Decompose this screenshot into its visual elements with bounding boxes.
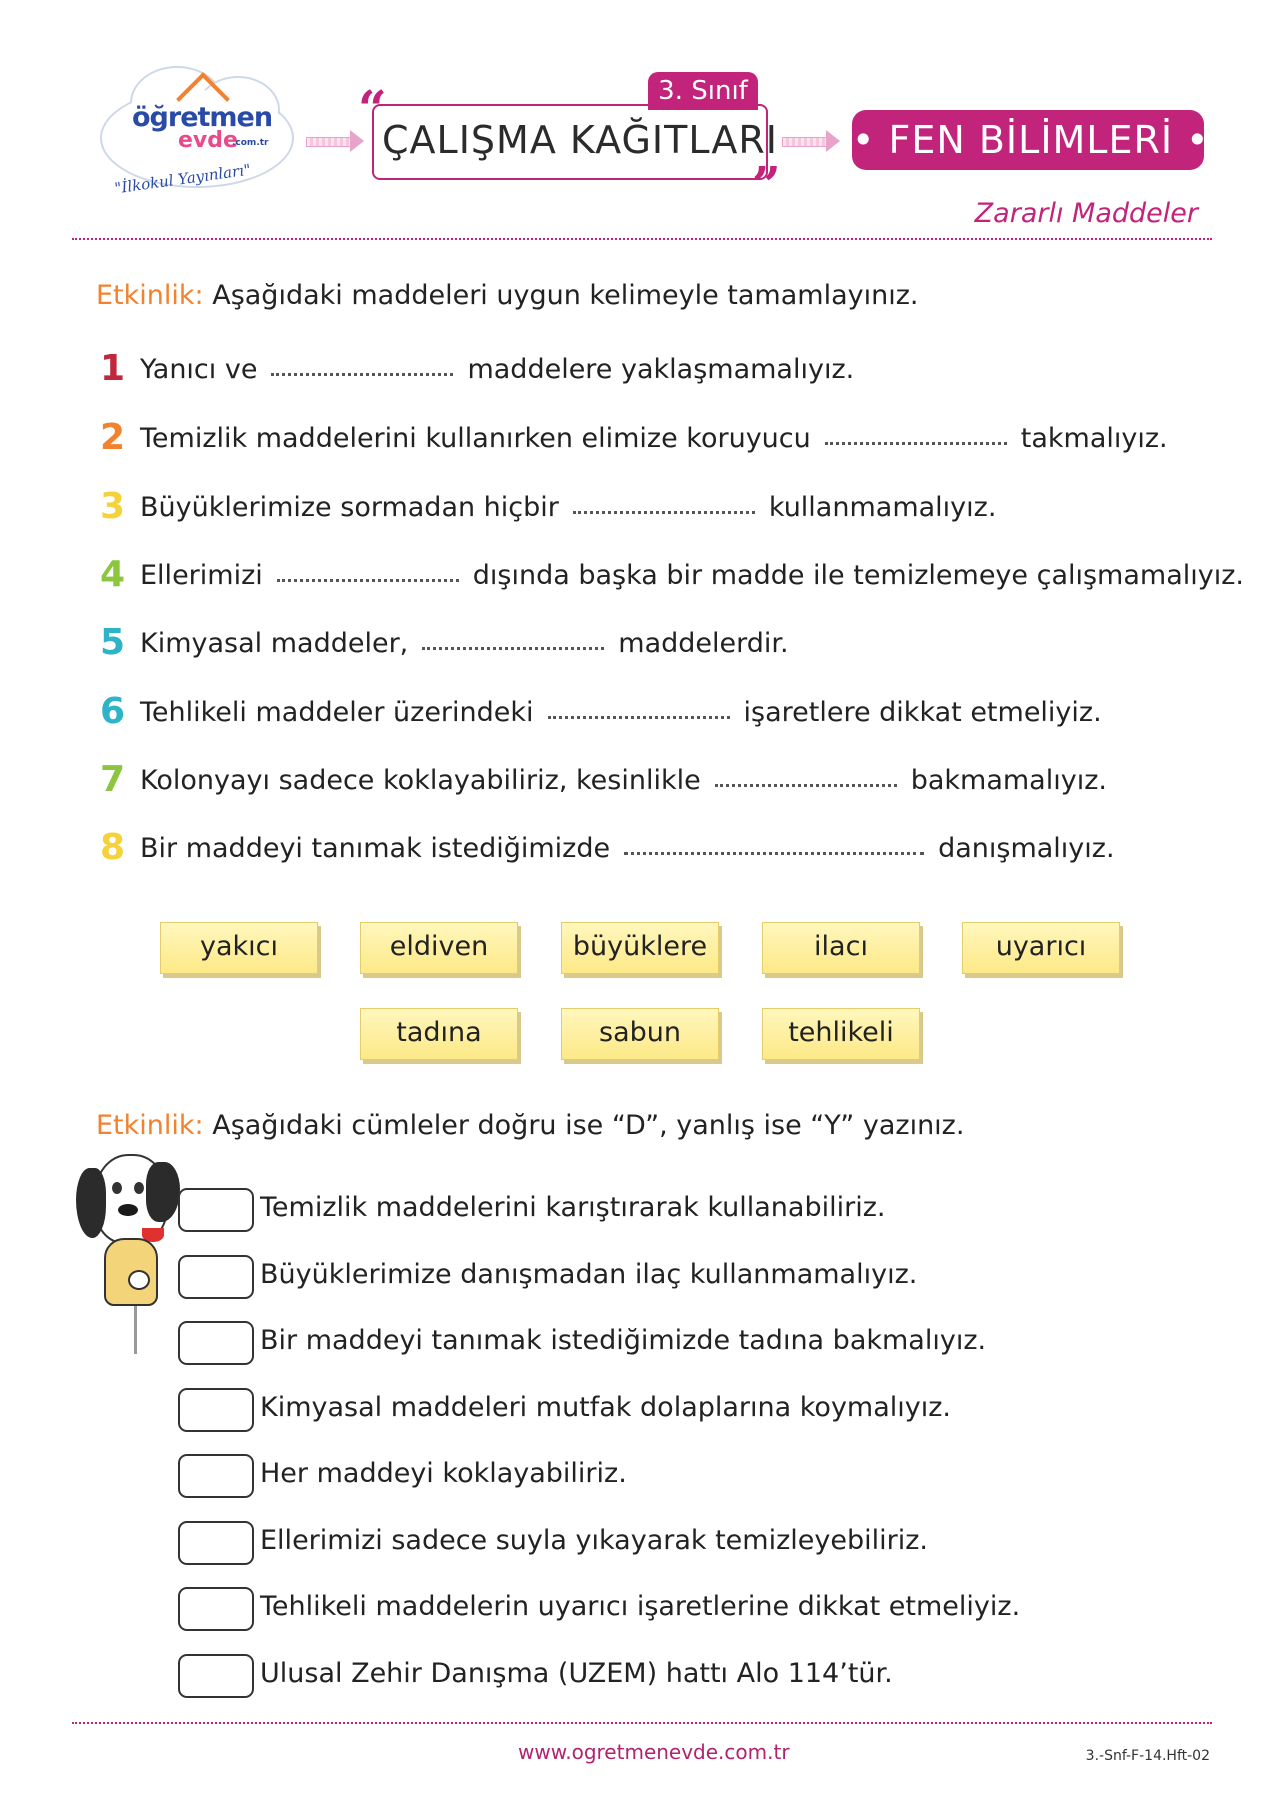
open-quote-icon: “: [358, 79, 387, 138]
logo-word-evde: evde: [178, 128, 238, 153]
page-title: ÇALIŞMA KAĞITLARI: [382, 118, 778, 162]
question-text-before: Bir maddeyi tanımak istediğimizde: [140, 833, 611, 864]
word-card[interactable]: sabun: [561, 1008, 719, 1060]
answer-box[interactable]: [178, 1587, 254, 1631]
grade-badge: 3. Sınıf: [648, 72, 758, 110]
question-row: [100, 622, 789, 663]
activity-1-heading: [96, 280, 918, 311]
statement-text: Ulusal Zehir Danışma (UZEM) hattı Alo 114’tür.: [260, 1658, 893, 1689]
question-row: [100, 827, 1115, 868]
question-number: 2: [100, 417, 126, 458]
question-number: 8: [100, 827, 126, 868]
word-card[interactable]: uyarıcı: [962, 922, 1120, 974]
publisher-logo: [100, 58, 300, 208]
question-text-after: işaretlere dikkat etmeliyiz.: [743, 697, 1102, 728]
activity-label: Etkinlik:: [96, 1110, 204, 1141]
question-row: [100, 759, 1107, 800]
activity-2-heading: [96, 1110, 964, 1141]
question-row: [100, 417, 1168, 458]
divider: [72, 238, 1212, 240]
question-number: 4: [100, 554, 126, 595]
answer-box[interactable]: [178, 1388, 254, 1432]
word-card[interactable]: tehlikeli: [762, 1008, 920, 1060]
answer-blank[interactable]: [825, 438, 1007, 445]
question-row: [100, 486, 996, 527]
question-text-before: Temizlik maddelerini kullanırken elimize koruyucu: [140, 423, 811, 454]
answer-blank[interactable]: [271, 369, 453, 376]
answer-box[interactable]: [178, 1255, 254, 1299]
question-text-after: bakmamalıyız.: [910, 765, 1107, 796]
answer-box[interactable]: [178, 1321, 254, 1365]
question-text-before: Ellerimizi: [140, 560, 263, 591]
question-text-before: Kolonyayı sadece koklayabiliriz, kesinlikle: [140, 765, 701, 796]
question-text-before: Yanıcı ve: [140, 354, 258, 385]
answer-blank[interactable]: [548, 712, 730, 719]
statement-text: Bir maddeyi tanımak istediğimizde tadına bakmalıyız.: [260, 1325, 987, 1356]
word-card[interactable]: büyüklere: [561, 922, 719, 974]
statement-text: Kimyasal maddeleri mutfak dolaplarına koymalıyız.: [260, 1392, 952, 1423]
statement-text: Ellerimizi sadece suyla yıkayarak temizleyebiliriz.: [260, 1525, 928, 1556]
statement-text: Büyüklerimize danışmadan ilaç kullanmamalıyız.: [260, 1259, 918, 1290]
close-quote-icon: ”: [752, 155, 781, 214]
question-number: 1: [100, 348, 126, 389]
logo-subtitle: "İlkokul Yayınları": [113, 160, 252, 198]
question-row: [100, 691, 1102, 732]
answer-blank[interactable]: [715, 780, 897, 787]
activity-instruction: Aşağıdaki maddeleri uygun kelimeyle tamamlayınız.: [203, 280, 919, 311]
answer-box[interactable]: [178, 1188, 254, 1232]
question-row: [100, 554, 1244, 595]
website-link[interactable]: www.ogretmenevde.com.tr: [518, 1740, 790, 1764]
question-number: 5: [100, 622, 126, 663]
question-text-after: maddelerdir.: [618, 628, 789, 659]
arrow-right-icon: [306, 134, 364, 148]
arrow-right-icon: [782, 134, 840, 148]
divider: [72, 1722, 1212, 1724]
word-card[interactable]: eldiven: [360, 922, 518, 974]
word-card[interactable]: yakıcı: [160, 922, 318, 974]
answer-blank[interactable]: [422, 643, 604, 650]
answer-blank[interactable]: [277, 575, 459, 582]
answer-blank[interactable]: [624, 848, 924, 855]
question-text-after: kullanmamalıyız.: [768, 492, 997, 523]
activity-instruction: Aşağıdaki cümleler doğru ise “D”, yanlış ise “Y” yazınız.: [203, 1110, 965, 1141]
answer-box[interactable]: [178, 1521, 254, 1565]
question-number: 6: [100, 691, 126, 732]
logo-word-ogretmen: öğretmen: [132, 102, 273, 133]
statement-text: Temizlik maddelerini karıştırarak kullanabiliriz.: [260, 1192, 886, 1223]
question-number: 3: [100, 486, 126, 527]
question-text-after: takmalıyız.: [1020, 423, 1168, 454]
dog-mascot-icon: [76, 1154, 182, 1354]
answer-box[interactable]: [178, 1454, 254, 1498]
word-card[interactable]: ilacı: [762, 922, 920, 974]
topic-title: Zararlı Maddeler: [974, 198, 1198, 229]
statement-text: Tehlikeli maddelerin uyarıcı işaretlerine dikkat etmeliyiz.: [260, 1591, 1021, 1622]
answer-box[interactable]: [178, 1654, 254, 1698]
question-text-after: danışmalıyız.: [938, 833, 1115, 864]
question-text-after: dışında başka bir madde ile temizlemeye çalışmamalıyız.: [472, 560, 1244, 591]
logo-domain: .com.tr: [232, 138, 269, 148]
question-text-before: Tehlikeli maddeler üzerindeki: [140, 697, 534, 728]
word-card[interactable]: tadına: [360, 1008, 518, 1060]
answer-blank[interactable]: [573, 507, 755, 514]
question-text-after: maddelere yaklaşmamalıyız.: [467, 354, 855, 385]
question-row: [100, 348, 854, 389]
question-number: 7: [100, 759, 126, 800]
subject-badge: • FEN BİLİMLERİ •: [852, 110, 1204, 170]
question-text-before: Kimyasal maddeler,: [140, 628, 409, 659]
statement-text: Her maddeyi koklayabiliriz.: [260, 1458, 627, 1489]
question-text-before: Büyüklerimize sormadan hiçbir: [140, 492, 559, 523]
activity-label: Etkinlik:: [96, 280, 204, 311]
document-code: 3.-Snf-F-14.Hft-02: [1085, 1748, 1210, 1764]
